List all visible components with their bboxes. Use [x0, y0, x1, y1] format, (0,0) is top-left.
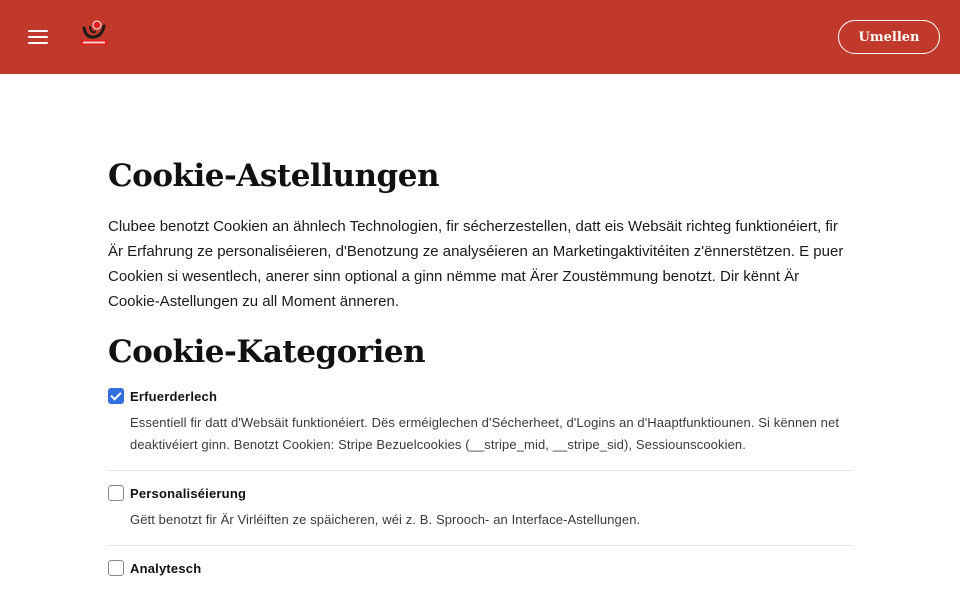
category-required: [108, 388, 852, 471]
analytics-checkbox[interactable]: [108, 560, 124, 576]
cookie-settings-main: [108, 152, 852, 588]
category-analytics: [108, 546, 852, 588]
intro-paragraph: Clubee benotzt Cookien an ähnlech Technologien, fir sécherzestellen, datt eis Websäit richteg funktionéiert, fir Är Erfahrung ze personaliséieren, d'Benotzung ze analyséieren an Marketingaktivitéiten z'ënnerstëtzen. E puer Cookien si wesentlech, anerer sinn optional a ginn nëmme mat Ärer Zoustëmmung benotzt. Dir kënnt Är Cookie-Astellungen zu all Moment änneren.: [108, 218, 844, 310]
category-label: Erfuerderlech: [130, 388, 218, 404]
category-header[interactable]: [108, 485, 852, 501]
categories-heading: Cookie-Kategorien: [108, 334, 426, 370]
hamburger-menu-icon[interactable]: [26, 28, 50, 46]
category-header[interactable]: [108, 560, 852, 576]
category-header[interactable]: [108, 388, 852, 404]
required-checkbox[interactable]: [108, 388, 124, 404]
personalization-checkbox[interactable]: [108, 485, 124, 501]
category-description: Essentiell fir datt d'Websäit funktionéiert. Dës erméiglechen d'Sécherheet, d'Logins an d'Haaptfunktiounen. Si kënnen net deaktivéiert ginn. Benotzt Cookien: Stripe Bezuelcookies (__stripe_mid, __stripe_sid), Sessiounscookien.: [130, 415, 840, 452]
page-title: Cookie-Astellungen: [108, 158, 439, 194]
brand-logo-icon[interactable]: [72, 18, 116, 48]
category-label: Personaliséierung: [130, 485, 247, 501]
category-description: Gëtt benotzt fir Är Virléiften ze späicheren, wéi z. B. Sprooch- an Interface-Astellungen.: [130, 512, 641, 527]
login-button[interactable]: Umellen: [838, 20, 940, 54]
top-navigation-bar: [0, 0, 960, 74]
category-personalization: [108, 471, 852, 546]
category-label: Analytesch: [130, 560, 202, 576]
